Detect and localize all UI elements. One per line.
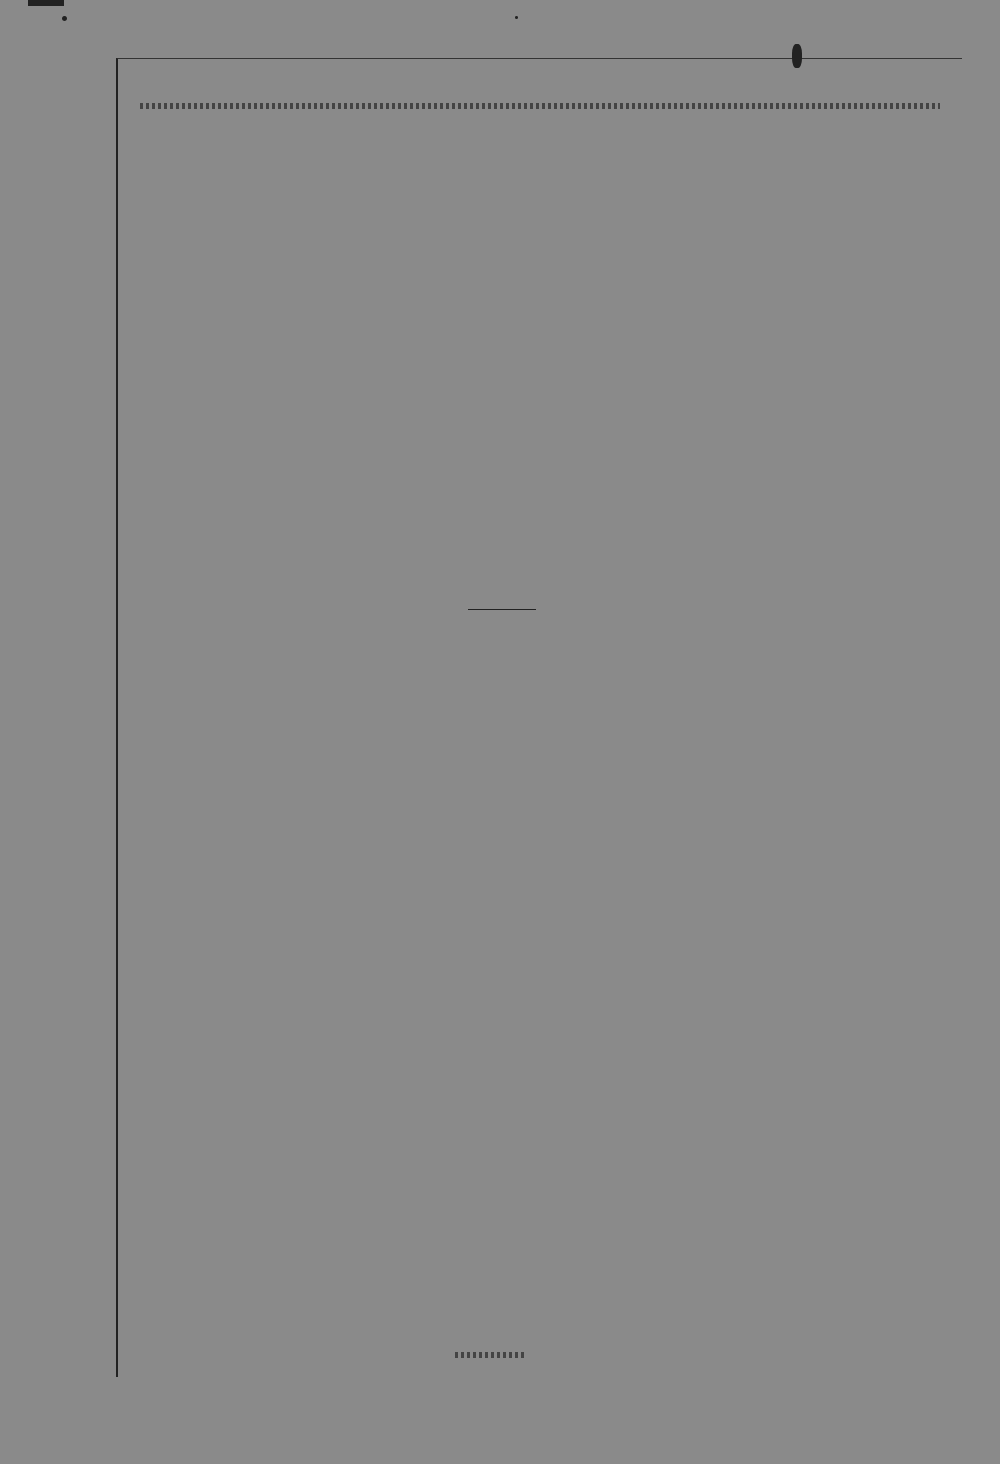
scan-blot: [792, 44, 802, 68]
squares-cubes-table: [140, 120, 940, 580]
scan-mark: [28, 0, 64, 6]
page-header: [140, 74, 940, 102]
scan-speck: [62, 16, 67, 21]
scan-speck: [515, 16, 518, 19]
section-divider: [468, 609, 536, 610]
footer-wavy-rule: [455, 1352, 525, 1358]
header-wavy-rule: [140, 103, 940, 109]
